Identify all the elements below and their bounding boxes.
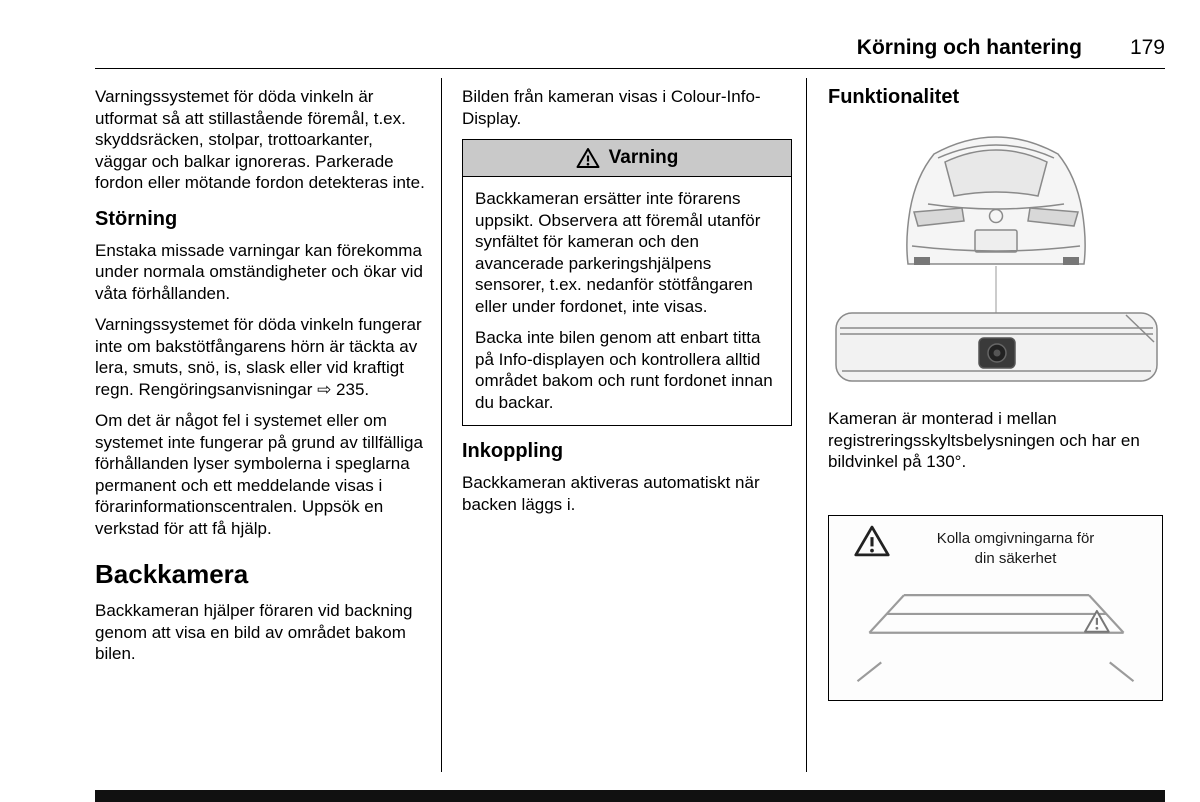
column-right bbox=[828, 82, 1165, 701]
paragraph-display-info: Bilden från kameran visas i Colour-Info-Display. bbox=[462, 87, 761, 128]
chapter-title: Körning och hantering bbox=[856, 36, 1082, 59]
page-number: 179 bbox=[1129, 36, 1165, 59]
warning-paragraph-1: Backkameran ersätter inte förarens uppsikt. Observera att föremål utanför synfältet för kameran och den avancerade parkeringshjälpens sensorer, t.ex. nedanför stötfångaren eller under fordonet, inte visas. bbox=[475, 189, 761, 316]
column-middle bbox=[462, 82, 792, 525]
heading-funktionalitet: Funktionalitet bbox=[828, 86, 960, 108]
paragraph-storning-1: Enstaka missade varningar kan förekomma under normala omständigheter och ökar vid våta förhållanden. bbox=[95, 240, 423, 303]
warning-box-header bbox=[463, 140, 791, 177]
column-divider-right bbox=[806, 78, 807, 772]
display-message-line2: din säkerhet bbox=[974, 549, 1057, 567]
paragraph-camera-position: Kameran är monterad i mellan registreringsskyltsbelysningen och har en bildvinkel på 130°. bbox=[828, 409, 1140, 471]
heading-backkamera: Backkamera bbox=[95, 559, 249, 589]
rear-camera-display-illustration bbox=[828, 515, 1163, 701]
paragraph-backkamera-intro: Backkameran hjälper föraren vid backning genom att visa en bild av området bakom bilen. bbox=[95, 601, 413, 663]
paragraph-storning-2: Varningssystemet för döda vinkeln fungerar inte om bakstötfångarens hörn är täckta av lera, smuts, snö, is, slask eller vid kraftigt regn. Rengöringsanvisningar ⇨ 235. bbox=[95, 315, 422, 399]
warning-box bbox=[462, 139, 792, 426]
page-footer-bar bbox=[95, 790, 1165, 802]
display-message-line1: Kolla omgivningarna för bbox=[936, 529, 1095, 547]
guidance-lines bbox=[829, 516, 1162, 700]
column-left bbox=[95, 82, 426, 675]
header-rule bbox=[95, 68, 1165, 69]
warning-title: Varning bbox=[608, 147, 679, 168]
paragraph-blindspot-intro: Varningssystemet för döda vinkeln är utformat så att stillastående föremål, t.ex. skyddsräcken, stolpar, trottoarkanter, väggar och balkar ignoreras. Parkerade fordon eller mötande fordon detekteras inte. bbox=[95, 87, 425, 192]
heading-storning: Störning bbox=[95, 207, 178, 230]
paragraph-inkoppling: Backkameran aktiveras automatiskt när backen läggs i. bbox=[462, 473, 760, 514]
warning-triangle-icon bbox=[576, 147, 600, 169]
car-rear-illustration bbox=[828, 118, 1165, 402]
warning-paragraph-2: Backa inte bilen genom att enbart titta på Info-displayen och kontrollera alltid området bakom och runt fordonet innan du backar. bbox=[475, 328, 773, 412]
paragraph-storning-3: Om det är något fel i systemet eller om systemet inte fungerar på grund av tillfälliga förhållanden lyser symbolerna i speglarna permanent och ett meddelande visas i förarinformationscentralen. Uppsök en verkstad för att få hjälp. bbox=[95, 411, 423, 538]
heading-inkoppling: Inkoppling bbox=[462, 440, 564, 462]
column-divider-left bbox=[441, 78, 442, 772]
page-header bbox=[95, 36, 1165, 60]
warning-box-body bbox=[463, 177, 791, 425]
